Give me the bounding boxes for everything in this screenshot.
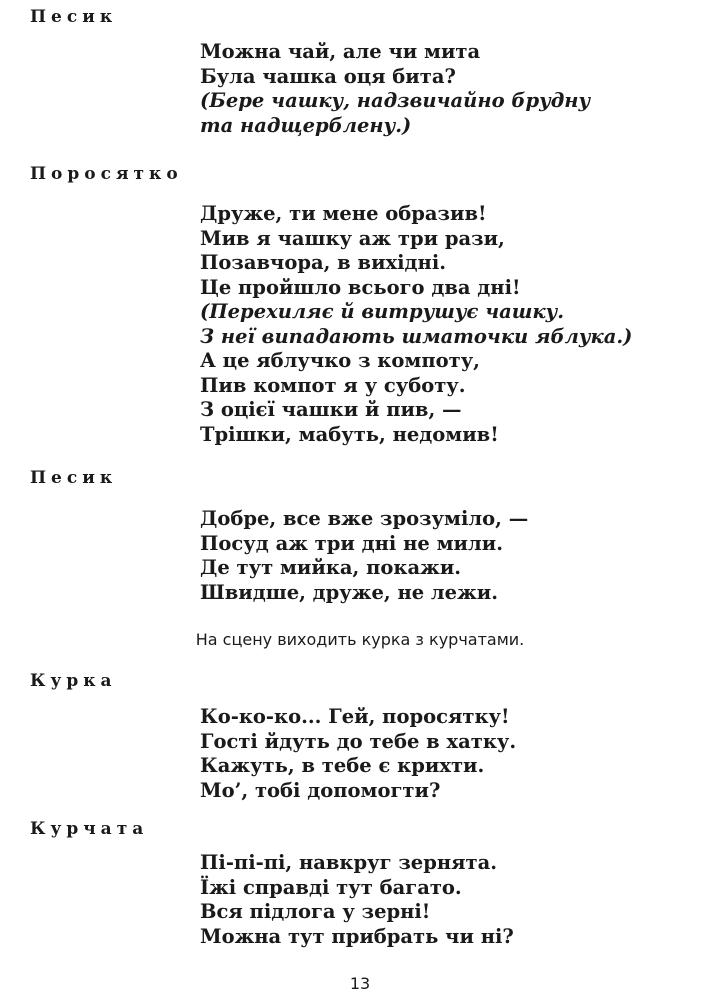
verse-block xyxy=(200,507,528,605)
verse-line: Добре, все вже зрозуміло, — xyxy=(200,507,529,530)
speaker-name: Песик xyxy=(30,7,118,27)
verse-line: Можна тут прибрать чи ні? xyxy=(200,924,514,948)
verse-line: Швидше, друже, не лежи. xyxy=(200,580,499,604)
verse-line: Кажуть, в тебе є крихти. xyxy=(200,754,485,777)
verse-line: А це яблучко з компоту, xyxy=(200,349,480,372)
verse-line: Мив я чашку аж три рази, xyxy=(200,226,505,250)
speaker-name: Песик xyxy=(30,468,118,488)
speaker-name: Поросятко xyxy=(30,164,183,184)
verse-block xyxy=(200,40,590,138)
verse-line: Ко-ко-ко... Гей, поросятку! xyxy=(200,705,510,728)
stage-remark-line: (Перехиляє й витрушує чашку. xyxy=(200,300,565,323)
verse-line: Гості йдуть до тебе в хатку. xyxy=(200,729,517,753)
verse-block xyxy=(200,202,632,447)
verse-line: Була чашка оця бита? xyxy=(200,64,456,88)
speaker-name: Курчата xyxy=(30,819,149,839)
stage-remark-line: З неї випадають шматочки яблука.) xyxy=(200,324,633,348)
verse-block xyxy=(200,851,514,949)
verse-line: Друже, ти мене образив! xyxy=(200,202,487,225)
verse-line: Можна чай, але чи мита xyxy=(200,40,481,63)
stage-remark-line: та надщерблену.) xyxy=(200,113,412,137)
speaker-name: Курка xyxy=(30,671,117,691)
verse-block xyxy=(200,705,516,803)
verse-line: Позавчора, в вихідні. xyxy=(200,251,447,274)
verse-line: Де тут мийка, покажи. xyxy=(200,556,462,579)
stage-direction: На сцену виходить курка з курчатами. xyxy=(195,630,525,649)
page-number: 13 xyxy=(349,974,371,993)
verse-line: Трішки, мабуть, недомив! xyxy=(200,422,499,446)
verse-line: Це пройшло всього два дні! xyxy=(200,275,521,299)
verse-line: Пив компот я у суботу. xyxy=(200,373,466,397)
verse-line: Їжі справді тут багато. xyxy=(200,875,462,899)
stage-remark-line: (Бере чашку, надзвичайно брудну xyxy=(200,89,591,112)
verse-line: Пі-пі-пі, навкруг зернята. xyxy=(200,851,498,874)
verse-line: Мо’, тобі допомогти? xyxy=(200,778,441,802)
verse-line: З оцієї чашки й пив, — xyxy=(200,398,462,421)
verse-line: Посуд аж три дні не мили. xyxy=(200,531,503,555)
verse-line: Вся підлога у зерні! xyxy=(200,900,431,923)
